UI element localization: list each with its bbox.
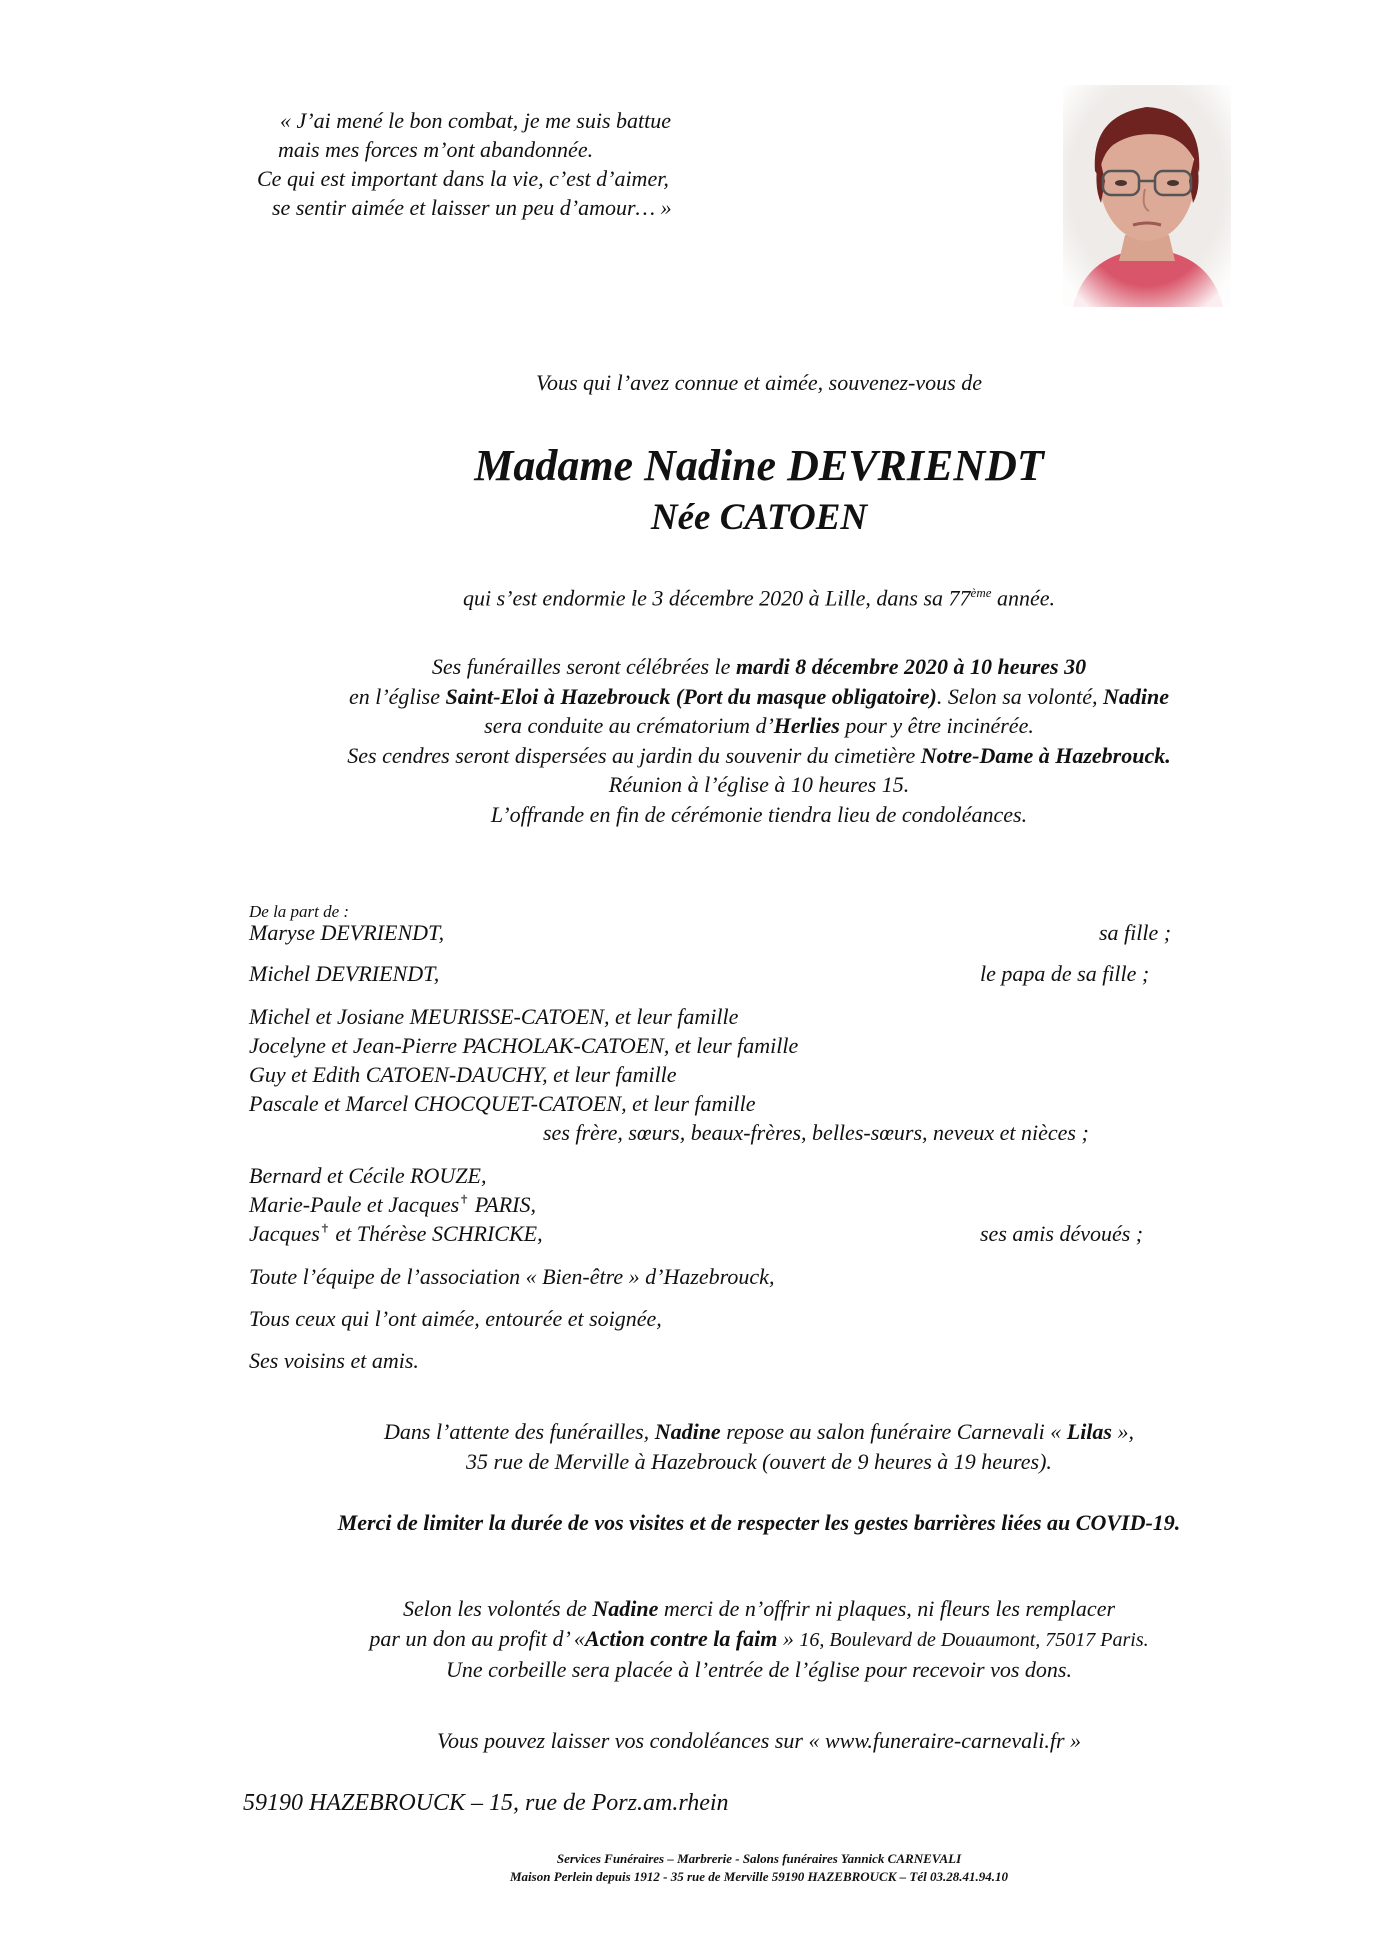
cross-icon: ✝ bbox=[459, 1192, 470, 1207]
covid-notice: Merci de limiter la durée de vos visites et de respecter les gestes barrières liées au COVID-19. bbox=[337, 1510, 1181, 1535]
friend-name: Marie-Paule et Jacques bbox=[249, 1192, 460, 1217]
maiden-name: Née CATOEN bbox=[650, 497, 868, 538]
funeral-text: . Selon sa volonté, bbox=[936, 683, 1104, 709]
notice-text: Dans l’attente des funérailles, bbox=[384, 1419, 655, 1444]
first-name: Nadine bbox=[1103, 683, 1170, 709]
intro-line: Vous qui l’avez connue et aimée, souvenez-vous de bbox=[536, 370, 982, 395]
friend-line: Bernard et Cécile ROUZE, bbox=[249, 1163, 487, 1188]
quote-line: Ce qui est important dans la vie, c’est d’aimer, bbox=[257, 166, 669, 191]
family-member: Maryse DEVRIENDT, bbox=[249, 920, 445, 945]
offering-note: L’offrande en fin de cérémonie tiendra lieu de condoléances. bbox=[490, 801, 1028, 827]
notice-text: » bbox=[777, 1626, 800, 1651]
sibling-line: Michel et Josiane MEURISSE-CATOEN, et leur famille bbox=[249, 1004, 739, 1029]
de-la-part-label: De la part de : bbox=[249, 902, 350, 921]
cemetery-name: Notre-Dame à Hazebrouck. bbox=[920, 742, 1171, 768]
notice-text: merci de n’offrir ni plaques, ni fleurs les remplacer bbox=[658, 1596, 1116, 1621]
family-relation: sa fille ; bbox=[1099, 920, 1172, 945]
friend-name: et Thérèse SCHRICKE, bbox=[329, 1221, 543, 1246]
donation-notice bbox=[250, 1594, 1268, 1685]
family-row-daughter bbox=[249, 920, 1189, 946]
association-line: Toute l’équipe de l’association « Bien-être » d’Hazebrouck, bbox=[249, 1264, 775, 1289]
funeral-text: Ses funérailles seront célébrées le bbox=[431, 654, 736, 679]
deceased-name: Madame Nadine DEVRIENDT bbox=[474, 441, 1044, 490]
notice-text: Selon les volontés de bbox=[402, 1596, 593, 1621]
charity-address: 16, Boulevard de Douaumont, 75017 Paris. bbox=[799, 1629, 1149, 1651]
footer-line: Services Funéraires – Marbrerie - Salons funéraires Yannick CARNEVALI bbox=[556, 1851, 962, 1866]
family-row-father bbox=[249, 961, 1189, 987]
ordinal-suffix: ème bbox=[970, 585, 992, 600]
friend-name: Jacques bbox=[249, 1221, 320, 1246]
crematorium-name: Herlies bbox=[773, 713, 840, 738]
funeral-home-address: 35 rue de Merville à Hazebrouck (ouvert de 9 heures à 19 heures). bbox=[466, 1449, 1052, 1474]
footer-line: Maison Perlein depuis 1912 - 35 rue de Merville 59190 HAZEBROUCK – Tél 03.28.41.94.10 bbox=[510, 1869, 1008, 1884]
funeral-details bbox=[250, 652, 1268, 829]
funeral-text: sera conduite au crématorium d’ bbox=[484, 713, 774, 738]
quote-line: se sentir aimée et laisser un peu d’amour… » bbox=[272, 195, 672, 220]
portrait-photo bbox=[1063, 85, 1231, 307]
family-address: 59190 HAZEBROUCK – 15, rue de Porz.am.rhein bbox=[243, 1790, 729, 1816]
family-member: Michel DEVRIENDT, bbox=[249, 961, 440, 986]
sibling-line: Pascale et Marcel CHOCQUET-CATOEN, et leur famille bbox=[249, 1091, 756, 1116]
notice-text: par un don au profit d’ « bbox=[369, 1626, 585, 1651]
funeral-date: mardi 8 décembre 2020 à 10 heures 30 bbox=[735, 654, 1087, 679]
neighbors-line: Ses voisins et amis. bbox=[249, 1348, 419, 1373]
notice-text: repose au salon funéraire Carnevali « bbox=[720, 1419, 1067, 1444]
salon-name: Lilas bbox=[1066, 1419, 1112, 1444]
death-notice bbox=[250, 585, 1268, 611]
basket-note: Une corbeille sera placée à l’entrée de l’église pour recevoir vos dons. bbox=[446, 1657, 1072, 1682]
quote-line: « J’ai mené le bon combat, je me suis battue bbox=[280, 108, 672, 133]
funeral-text: pour y être incinérée. bbox=[839, 713, 1034, 738]
friends-relation: ses amis dévoués ; bbox=[980, 1221, 1144, 1246]
condolences-line: Vous pouvez laisser vos condoléances sur « www.funeraire-carnevali.fr » bbox=[436, 1728, 1082, 1753]
funeral-home-notice bbox=[250, 1417, 1268, 1477]
funeral-text: en l’église bbox=[348, 683, 446, 709]
portrait-illustration bbox=[1063, 85, 1231, 307]
all-line: Tous ceux qui l’ont aimée, entourée et soignée, bbox=[249, 1306, 662, 1331]
funeral-text: Ses cendres seront dispersées au jardin du souvenir du cimetière bbox=[347, 742, 921, 768]
notice-text: », bbox=[1111, 1419, 1134, 1444]
sibling-line: Guy et Edith CATOEN-DAUCHY, et leur famille bbox=[249, 1062, 677, 1087]
first-name: Nadine bbox=[654, 1419, 721, 1444]
epigraph-quote bbox=[250, 106, 750, 222]
death-text-end: année. bbox=[991, 585, 1056, 611]
charity-name: Action contre la faim bbox=[584, 1626, 778, 1651]
friend-row-last bbox=[249, 1221, 1189, 1247]
cross-icon: ✝ bbox=[319, 1221, 330, 1236]
friend-name: PARIS, bbox=[469, 1192, 537, 1217]
footer bbox=[250, 1850, 1268, 1886]
quote-line: mais mes forces m’ont abandonnée. bbox=[278, 137, 594, 162]
siblings-relation: ses frère, sœurs, beaux-frères, belles-sœurs, neveux et nièces ; bbox=[543, 1120, 1089, 1145]
sibling-line: Jocelyne et Jean-Pierre PACHOLAK-CATOEN, et leur famille bbox=[249, 1033, 799, 1058]
family-relation: le papa de sa fille ; bbox=[980, 961, 1150, 986]
friend-line bbox=[249, 1192, 536, 1218]
death-text: qui s’est endormie le 3 décembre 2020 à Lille, dans sa 77 bbox=[462, 585, 971, 611]
church-name: Saint-Eloi à Hazebrouck (Port du masque obligatoire) bbox=[445, 683, 937, 709]
first-name: Nadine bbox=[592, 1596, 659, 1621]
meeting-time: Réunion à l’église à 10 heures 15. bbox=[608, 772, 910, 797]
